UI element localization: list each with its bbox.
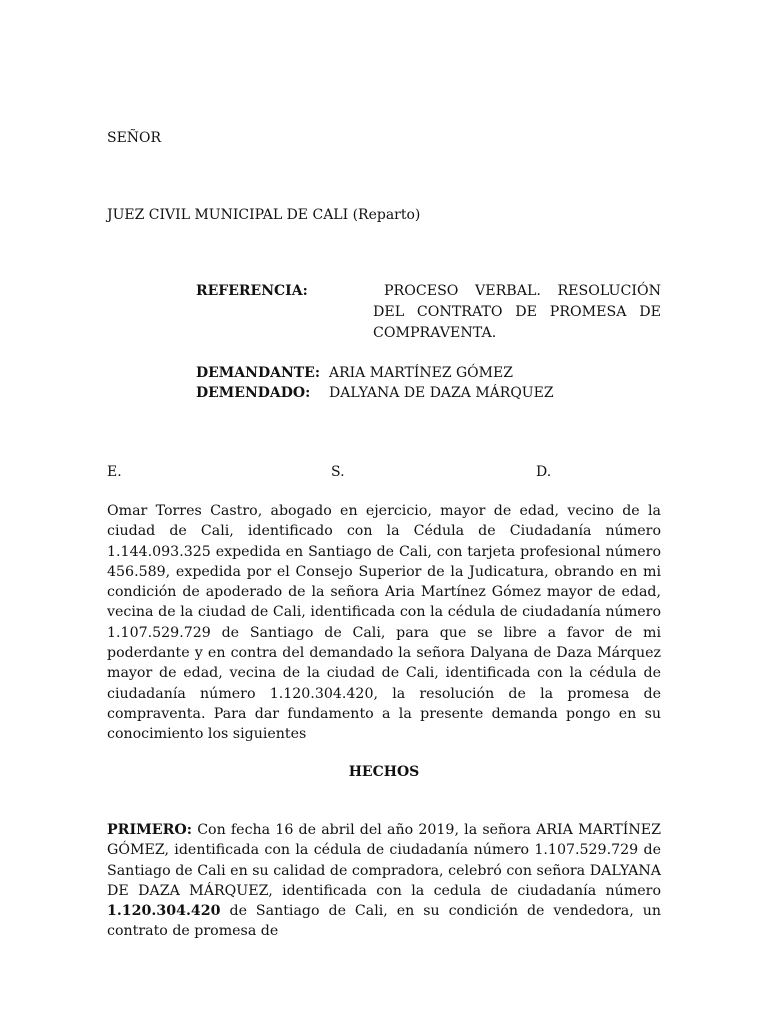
first-fact-id-number: 1.120.304.420: [107, 903, 221, 920]
first-fact-label: PRIMERO:: [107, 822, 193, 838]
first-fact-text-2: de Santiago de Cali, en su condición de vendedora, un contrato de promesa de: [107, 903, 661, 940]
intro-paragraph: [107, 501, 661, 745]
defendant-name: DALYANA DE DAZA MÁRQUEZ: [329, 385, 554, 401]
first-fact-paragraph: [107, 820, 661, 942]
addressee: JUEZ CIVIL MUNICIPAL DE CALI (Reparto): [107, 207, 421, 223]
defendant-label: DEMENDADO:: [196, 385, 311, 401]
esd-s: S.: [331, 464, 345, 480]
reference-label: REFERENCIA:: [196, 283, 308, 299]
first-fact-text-1: Con fecha 16 de abril del año 2019, la señora ARIA MARTÍNEZ GÓMEZ, identificada con la cédula de ciudadanía número 1.107.529.729 de Santiago de Cali en su calidad de compradora, celebró con señora DALYANA DE DAZA MÁRQUEZ, identificada con la cedula de ciudadanía número: [107, 822, 661, 899]
esd-e: E.: [107, 464, 122, 480]
salutation: SEÑOR: [107, 130, 162, 146]
facts-heading: HECHOS: [348, 764, 420, 780]
plaintiff-name: ARIA MARTÍNEZ GÓMEZ: [329, 365, 513, 381]
esd-d: D.: [536, 464, 552, 480]
plaintiff-label: DEMANDANTE:: [196, 365, 321, 381]
intro-paragraph-text: Omar Torres Castro, abogado en ejercicio, mayor de edad, vecino de la ciudad de Cali, identificado con la Cédula de Ciudadanía número 1.144.093.325 expedida en Santiago de Cali, con tarjeta profesional número 456.589, expedida por el Consejo Superior de la Judicatura, obrando en mi condición de apoderado de la señora Aria Martínez Gómez mayor de edad, vecina de la ciudad de Cali, identificada con la cédula de ciudadanía número 1.107.529.729 de Santiago de Cali, para que se libre a favor de mi poderdante y en contra del demandado la señora Dalyana de Daza Márquez mayor de edad, vecina de la ciudad de Cali, identificada con la cédula de ciudadanía número 1.120.304.420, la resolución de la promesa de compraventa. Para dar fundamento a la presente demanda pongo en su conocimiento los siguientes: [107, 503, 661, 743]
reference-value: PROCESO VERBAL. RESOLUCIÓN DEL CONTRATO DE PROMESA DE COMPRAVENTA.: [373, 283, 661, 341]
